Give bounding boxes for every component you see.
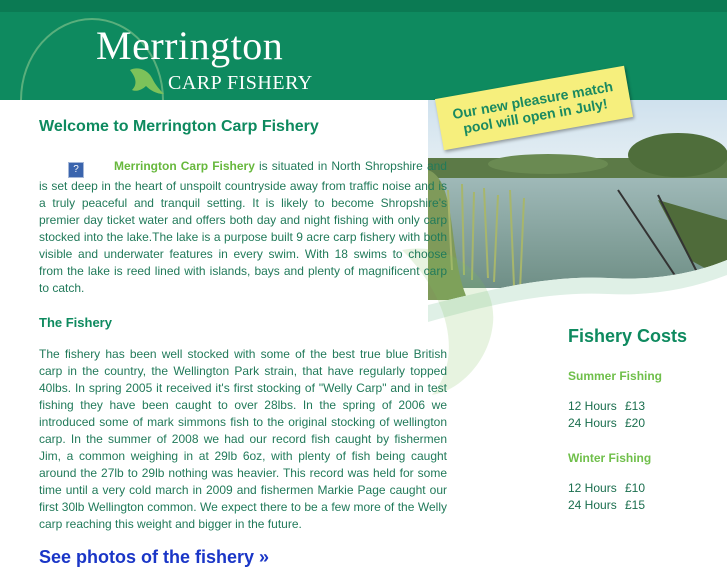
price-hours: 12 Hours <box>568 481 617 495</box>
question-mark-icon: ? <box>68 162 84 178</box>
fish-icon <box>126 64 166 100</box>
spacer <box>568 433 718 451</box>
summer-fishing-label: Summer Fishing <box>568 369 663 383</box>
intro-text: is situated in North Shropshire and is set deep in the heart of unspoilt countryside away from traffic noise and is a truly peaceful and tranquil setting. It is likely to become Shropshire's premier day ticket water and offers both day and night fishing with only carp stocked into the lake.The lake is a purpose built 9 acre carp fishery with both visible and underwater features in every swim. With 18 swims to choose from the lake is reed lined with islands, bays and plenty of magnificent carp to catch. <box>39 159 447 295</box>
price-row <box>568 481 718 498</box>
price-hours: 12 Hours <box>568 399 617 413</box>
header-top-stripe <box>0 0 727 12</box>
main-content <box>39 118 447 568</box>
fishery-paragraph: The fishery has been well stocked with some of the best true blue British carp in the country, the Wellington Park strain, that have regularly topped 40lbs. In spring 2005 it received it's first stocking of "Welly Carp" and in test fishing they have been caught to over 28lbs. In the spring of 2006 we introduced some of mark simmons fish to the original stocking of wellington carp. In the summer of 2008 we had our record fish caught by fishermen Jim, a common weighing in at 29lb 6oz, with plenty of fish being caught around the 27lb to 29lb nothing was heavier. This record was held for some time until a very cold march in 2009 and fishermen Markie Page caught our first 30lb Wellington common. We expect there to be a few more of the Welly carp reaching this weight and bigger in the future. <box>39 347 447 531</box>
price-row <box>568 399 718 416</box>
price-value: £20 <box>625 416 646 430</box>
price-value: £10 <box>625 481 646 495</box>
price-hours: 24 Hours <box>568 498 617 512</box>
price-value: £13 <box>625 399 646 413</box>
page-title: Welcome to Merrington Carp Fishery <box>39 118 319 135</box>
notice-text: Our new pleasure match pool will open in July! <box>451 78 615 137</box>
intro-highlight: Merrington Carp Fishery <box>114 159 255 173</box>
winter-fishing-label: Winter Fishing <box>568 451 652 465</box>
see-photos-link[interactable]: See photos of the fishery » <box>39 547 270 567</box>
section-title-fishery: The Fishery <box>39 315 112 330</box>
price-row <box>568 416 718 433</box>
fishery-costs-panel <box>568 326 718 515</box>
price-value: £15 <box>625 498 646 512</box>
intro-paragraph <box>39 158 447 297</box>
site-logo-subtitle: CARP FISHERY <box>168 72 313 94</box>
costs-title: Fishery Costs <box>568 326 688 346</box>
price-row <box>568 498 718 515</box>
price-hours: 24 Hours <box>568 416 617 430</box>
site-logo-title[interactable]: Merrington <box>96 23 284 68</box>
